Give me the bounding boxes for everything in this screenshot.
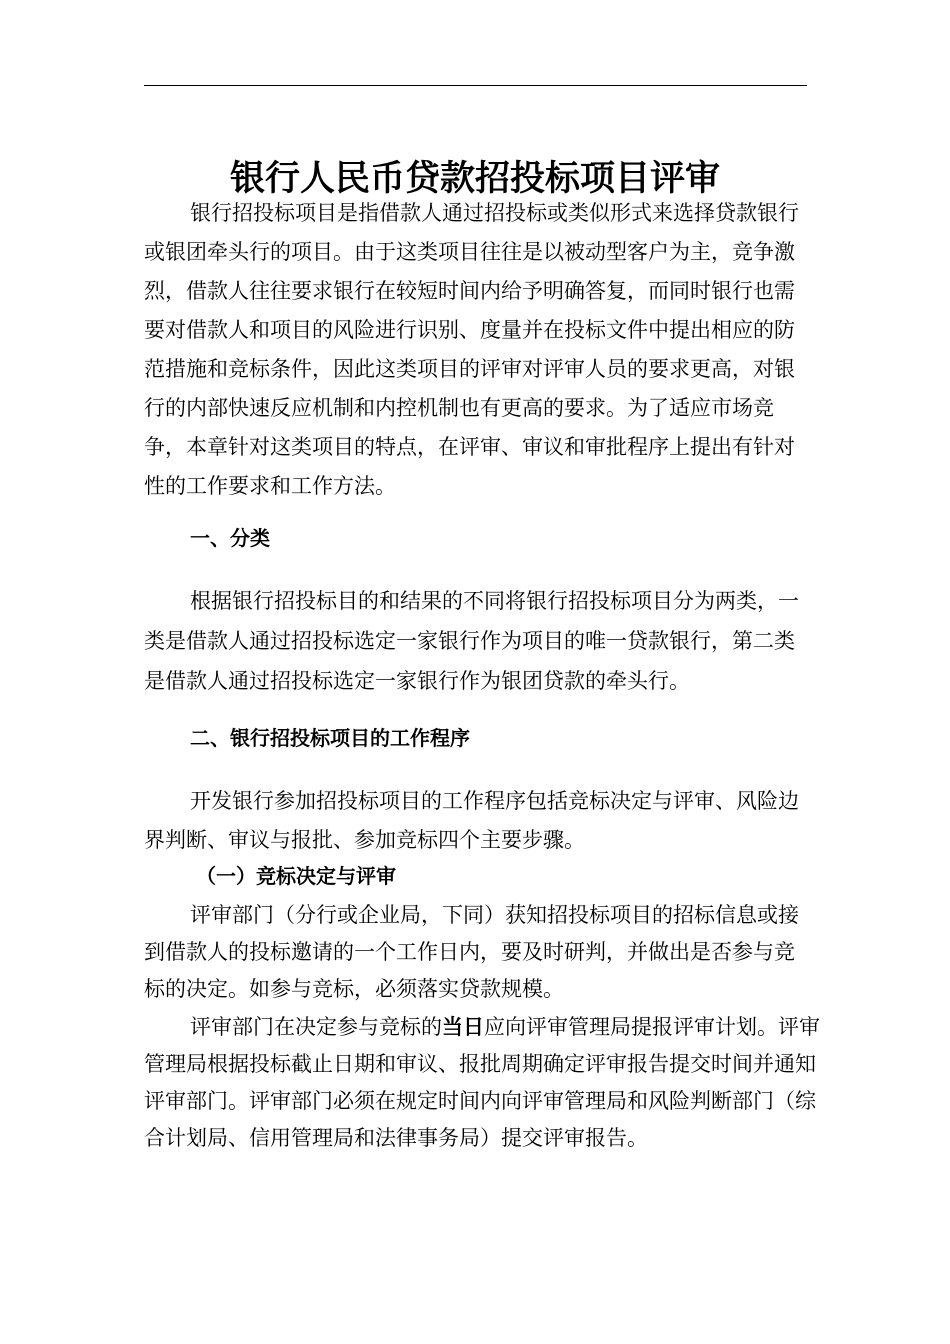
header-rule <box>144 85 807 86</box>
section-heading-classification: 一、分类 <box>190 526 270 550</box>
procedure-paragraph: 开发银行参加招投标项目的工作程序包括竞标决定与评审、风险边界判断、审议与报批、参加竞标四个主要步骤。 <box>144 789 799 852</box>
intro-paragraph: 银行招投标项目是指借款人通过招投标或类似形式来选择贷款银行或银团牵头行的项目。由于这类项目往往是以被动型客户为主，竞争激烈，借款人往往要求银行在较短时间内给予明确答复，而同时银行也需要对借款人和项目的风险进行识别、度量并在投标文件中提出相应的防范措施和竞标条件，因此这类项目的评审对评审人员的要求更高，对银行的内部快速反应机制和内控机制也有更高的要求。为了适应市场竞争，本章针对这类项目的特点，在评审、审议和审批程序上提出有针对性的工作要求和工作方法。 <box>144 201 799 498</box>
classification-paragraph: 根据银行招投标目的和结果的不同将银行招投标项目分为两类，一类是借款人通过招投标选定一家银行作为项目的唯一贷款银行，第二类是借款人通过招投标选定一家银行作为银团贷款的牵头行。 <box>144 589 799 693</box>
subsection-heading-bidding-decision: （一）竞标决定与评审 <box>196 864 396 888</box>
review-plan-text-end: 应向评审管理局提报评审计划。评审管理局根据投标截止日期和审议、报批周期确定评审报告提交时间并通知评审部门。评审部门必须在规定时间内向评审管理局和风险判断部门（综合计划局、信用管理局和法律事务局）提交评审报告。 <box>144 1015 820 1150</box>
bidding-decision-paragraph: 评审部门（分行或企业局，下同）获知招投标项目的招标信息或接到借款人的投标邀请的一个工作日内，要及时研判，并做出是否参与竞标的决定。如参与竞标，必须落实贷款规模。 <box>144 903 799 1001</box>
document-title: 银行人民币贷款招投标项目评审 <box>229 159 720 199</box>
review-plan-same-day: 当日 <box>442 1015 484 1039</box>
section-heading-procedure: 二、银行招投标项目的工作程序 <box>190 726 470 750</box>
review-plan-text-start: 评审部门在决定参与竞标的 <box>190 1015 442 1039</box>
review-plan-paragraph <box>144 1009 834 1157</box>
